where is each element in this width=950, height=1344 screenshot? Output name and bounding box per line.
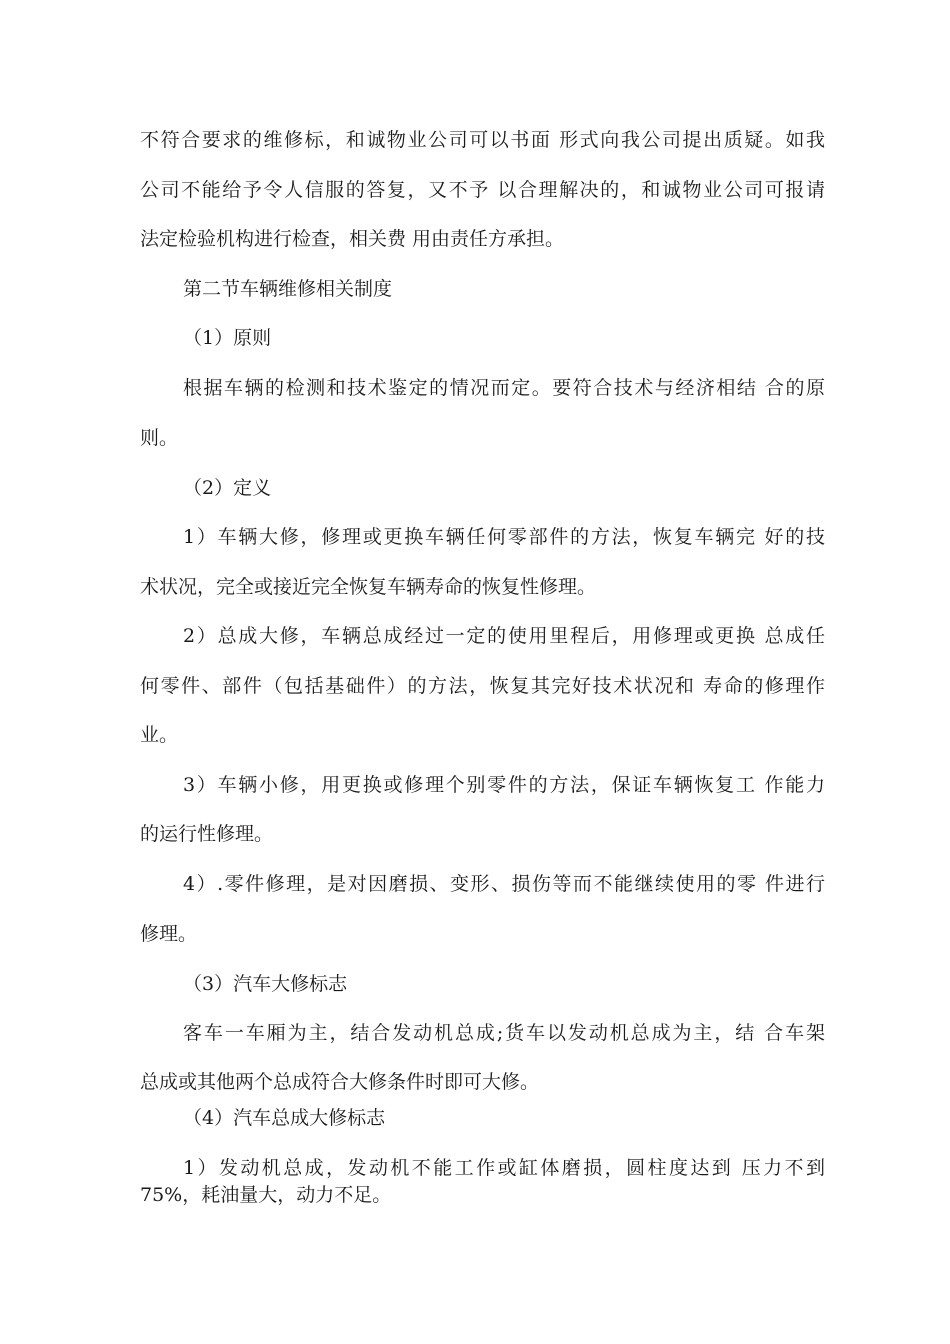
paragraph-line: 1）发动机总成，发动机不能工作或缸体磨损，圆柱度达到 压力不到 bbox=[183, 1157, 825, 1179]
paragraph-line: 不符合要求的维修标，和诚物业公司可以书面 形式向我公司提出质疑。如我 bbox=[140, 129, 825, 151]
paragraph-line: 4）.零件修理，是对因磨损、变形、损伤等而不能继续使用的零 件进行 bbox=[183, 873, 825, 895]
subheading-definition: （2）定义 bbox=[183, 477, 272, 499]
paragraph-line: 业。 bbox=[140, 724, 179, 746]
paragraph-line: 2）总成大修，车辆总成经过一定的使用里程后，用修理或更换 总成任 bbox=[183, 625, 825, 647]
paragraph-line: 3）车辆小修，用更换或修理个别零件的方法，保证车辆恢复工 作能力 bbox=[183, 774, 825, 796]
paragraph-line: 75%，耗油量大，动力不足。 bbox=[140, 1184, 392, 1206]
paragraph-line: 总成或其他两个总成符合大修条件时即可大修。 bbox=[140, 1071, 540, 1093]
subheading-assembly-overhaul-marks: （4）汽车总成大修标志 bbox=[183, 1107, 386, 1129]
paragraph-line: 则。 bbox=[140, 427, 179, 449]
paragraph-line: 的运行性修理。 bbox=[140, 823, 274, 845]
subheading-principle: （1）原则 bbox=[183, 327, 272, 349]
paragraph-line: 1）车辆大修，修理或更换车辆任何零部件的方法，恢复车辆完 好的技 bbox=[183, 526, 825, 548]
paragraph-line: 根据车辆的检测和技术鉴定的情况而定。要符合技术与经济相结 合的原 bbox=[183, 377, 825, 399]
paragraph-line: 术状况，完全或接近完全恢复车辆寿命的恢复性修理。 bbox=[140, 576, 597, 598]
paragraph-line: 何零件、部件（包括基础件）的方法，恢复其完好技术状况和 寿命的修理作 bbox=[140, 675, 825, 697]
paragraph-line: 客车一车厢为主，结合发动机总成;货车以发动机总成为主，结 合车架 bbox=[183, 1022, 825, 1044]
paragraph-line: 法定检验机构进行检查，相关费 用由责任方承担。 bbox=[140, 228, 565, 250]
subheading-overhaul-marks: （3）汽车大修标志 bbox=[183, 973, 348, 995]
paragraph-line: 修理。 bbox=[140, 923, 198, 945]
paragraph-line: 公司不能给予令人信服的答复，又不予 以合理解决的，和诚物业公司可报请 bbox=[140, 179, 825, 201]
section-heading: 第二节车辆维修相关制度 bbox=[183, 278, 393, 300]
